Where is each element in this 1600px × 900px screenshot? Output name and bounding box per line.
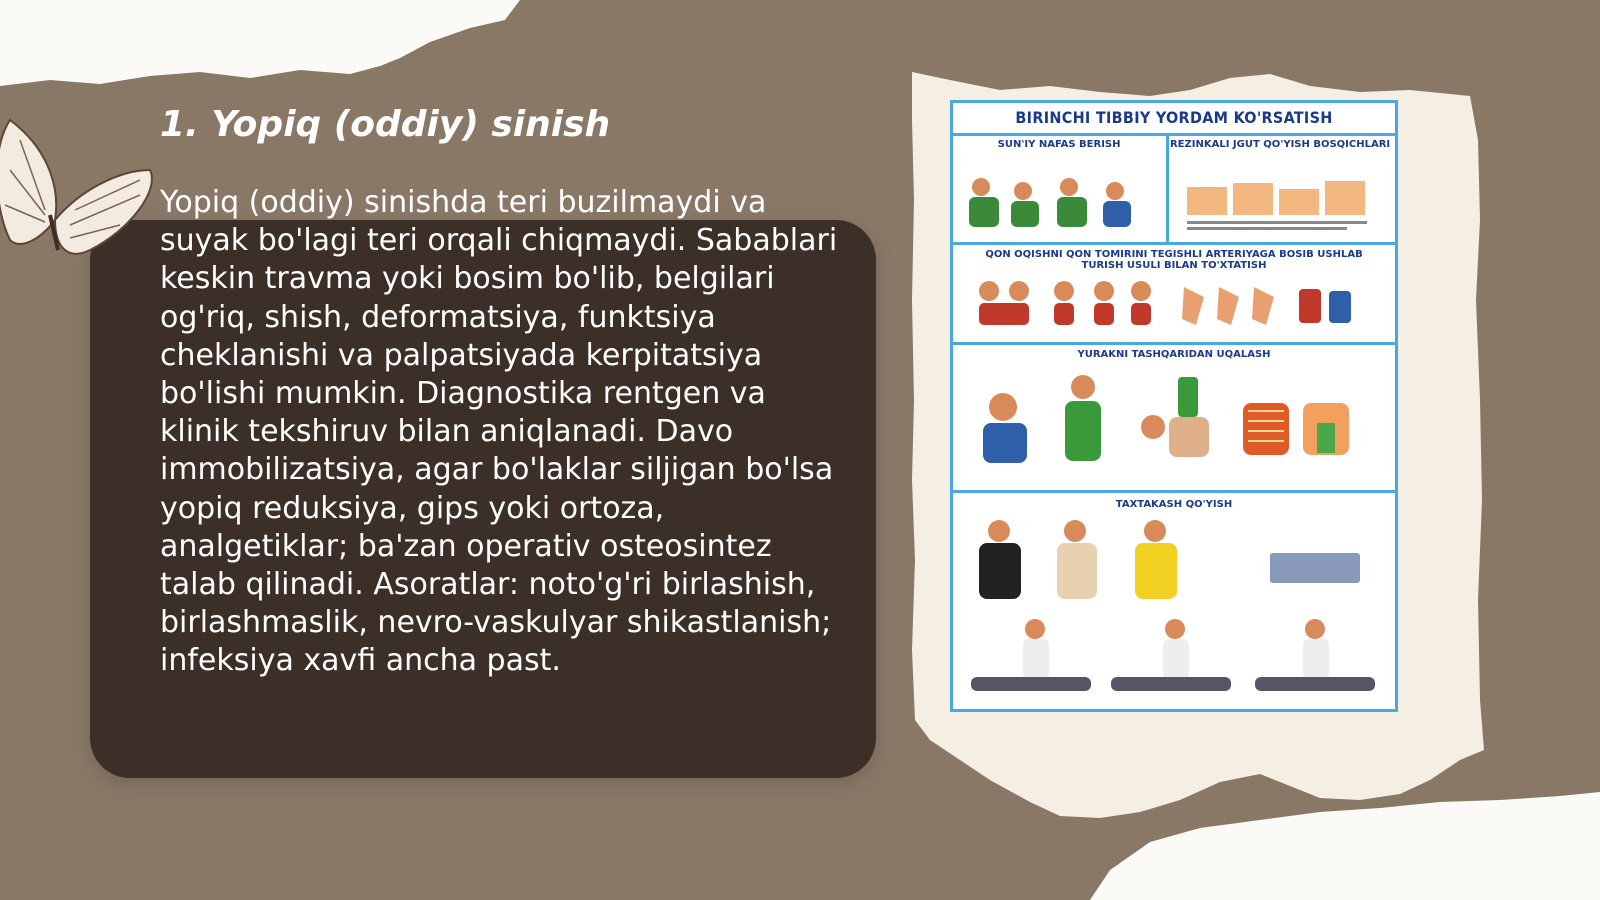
- section-label-yurakni: YURAKNI TASHQARIDAN UQALASH: [1077, 349, 1271, 360]
- section-label-rezinkali-jgut: REZINKALI JGUT QO'YISH BOSQICHLARI: [1169, 139, 1391, 150]
- section-label-taxtakash: TAXTAKASH QO'YISH: [1115, 499, 1233, 510]
- slide-body-text: Yopiq (oddiy) sinishda teri buzilmaydi va suyak bo'lagi teri orqali chiqmaydi. Sabablari keskin travma yoki bosim bo'lib, belgilari og'riq, shish, deformatsiya, funktsiya cheklanishi va palpatsiyada kerpitatsiya bo'lishi mumkin. Diagnostika rentgen va klinik tekshiruv bilan aniqlanadi. Davo immobilizatsiya, agar bo'laklar siljigan bo'lsa yopiq reduksiya, gips yoki ortoza, analgetiklar; ba'zan operativ osteosintez talab qilinadi. Asoratlar: noto'g'ri birlashish, birlashmaslik, nevro-vaskulyar shikastlanish; infeksiya xavfi ancha past.: [160, 185, 838, 679]
- figure-artificial-breathing: [961, 169, 1161, 233]
- poster-section-top: [953, 133, 1395, 245]
- poster-divider: [1166, 133, 1169, 245]
- figure-tourniquet-steps: [1183, 173, 1383, 237]
- figure-splinting: [965, 517, 1385, 707]
- slide-title: 1. Yopiq (oddiy) sinish: [160, 104, 611, 145]
- poster-section-splint: [953, 493, 1395, 709]
- section-label-qon-oqishni: QON OQISHNI QON TOMIRINI TEGISHLI ARTERIYAGA BOSIB USHLAB TURISH USULI BILAN TO'XTATISH: [985, 249, 1363, 271]
- poster-section-bleeding: [953, 245, 1395, 345]
- first-aid-poster: [950, 100, 1398, 712]
- figure-chest-compression: [973, 367, 1373, 477]
- figure-artery-pressure: [969, 277, 1379, 335]
- section-label-suniy-nafas: SUN'IY NAFAS BERISH: [997, 139, 1121, 150]
- poster-title: BIRINCHI TIBBIY YORDAM KO'RSATISH: [953, 103, 1395, 136]
- poster-section-cpr: [953, 345, 1395, 493]
